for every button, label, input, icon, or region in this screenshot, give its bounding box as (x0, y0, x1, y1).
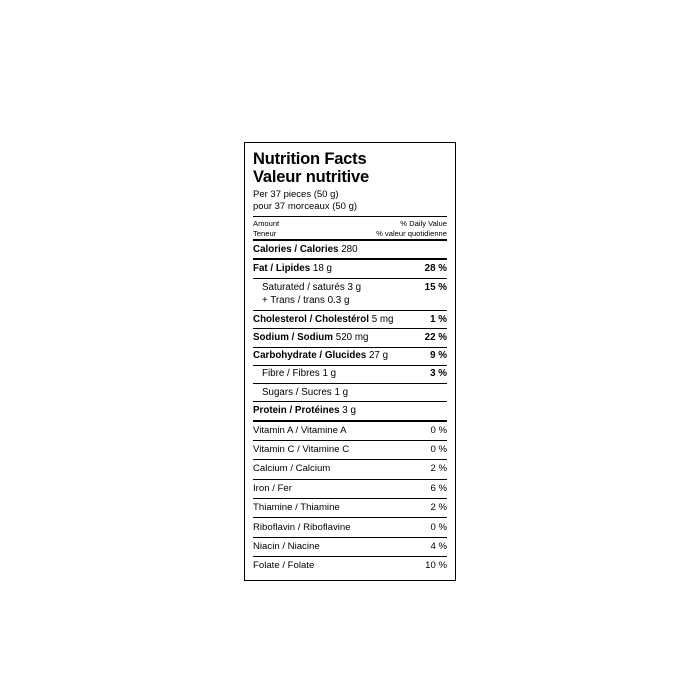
table-row (253, 348, 447, 365)
nutrient-name: Carbohydrate / Glucides (253, 350, 367, 362)
calories-value: 280 (341, 243, 358, 255)
daily-value-label-french: % valeur quotidienne (376, 228, 447, 238)
table-row (253, 538, 447, 556)
vitamin-name: Vitamin C / Vitamine C (253, 444, 350, 456)
vitamin-name: Thiamine / Thiamine (253, 502, 340, 514)
table-row (253, 260, 447, 277)
table-row (253, 499, 447, 517)
vitamin-percent: 2 % (430, 502, 447, 514)
table-row (253, 518, 447, 536)
vitamin-percent: 2 % (430, 463, 447, 475)
daily-value-label-english: % Daily Value (400, 219, 447, 229)
amount-label-french: Teneur (253, 228, 277, 238)
nutrient-name: Saturated / saturés 3 g (262, 282, 362, 294)
nutrition-facts-panel (244, 142, 456, 581)
vitamin-name: Iron / Fer (253, 482, 292, 494)
vitamin-name: Calcium / Calcium (253, 463, 331, 475)
vitamin-percent: 6 % (430, 482, 447, 494)
table-row (253, 329, 447, 346)
nutrient-percent: 9 % (430, 350, 447, 362)
nutrient-name: Cholesterol / Cholestérol (253, 313, 369, 325)
table-row (253, 311, 447, 328)
table-row (253, 557, 447, 575)
table-row (253, 366, 447, 383)
nutrient-name: Protein / Protéines (253, 404, 340, 416)
nutrient-value: 5 mg (371, 313, 394, 325)
label-title-english: Nutrition Facts (253, 150, 367, 168)
vitamin-percent: 4 % (430, 540, 447, 552)
calories-row (253, 241, 447, 258)
vitamin-name: Folate / Folate (253, 560, 315, 572)
calories-label: Calories / Calories (253, 243, 339, 255)
daily-value-header (253, 217, 447, 239)
nutrient-name: Sugars / Sucres (262, 386, 332, 398)
table-row (253, 422, 447, 440)
vitamin-percent: 0 % (430, 521, 447, 533)
table-row (253, 279, 447, 310)
nutrient-name-secondary: + Trans / trans 0.3 g (262, 295, 350, 307)
nutrient-value: 3 g (342, 404, 356, 416)
vitamins-section (253, 422, 447, 576)
nutrient-percent: 28 % (424, 262, 447, 274)
label-title-french: Valeur nutritive (253, 168, 370, 187)
nutrient-value: 1 g (322, 368, 337, 380)
vitamin-name: Niacin / Niacine (253, 540, 320, 552)
nutrient-percent: 15 % (424, 282, 447, 294)
nutrient-percent: 1 % (430, 313, 447, 325)
serving-size-english: Per 37 pieces (50 g) (253, 188, 339, 200)
nutrient-name: Fat / Lipides (253, 262, 311, 274)
table-row (253, 402, 447, 419)
nutrient-value: 1 g (334, 386, 349, 398)
nutrient-value: 27 g (368, 350, 389, 362)
nutrient-percent: 22 % (424, 331, 447, 343)
table-row (253, 460, 447, 478)
table-row (253, 480, 447, 498)
amount-label-english: Amount (253, 219, 280, 229)
nutrient-name: Sodium / Sodium (253, 331, 334, 343)
vitamin-percent: 10 % (425, 560, 447, 572)
vitamin-name: Vitamin A / Vitamine A (253, 424, 347, 436)
vitamin-percent: 0 % (430, 444, 447, 456)
nutrient-percent: 3 % (430, 368, 447, 380)
vitamin-name: Riboflavin / Riboflavine (253, 521, 351, 533)
table-row (253, 384, 447, 401)
serving-size-french: pour 37 morceaux (50 g) (253, 201, 358, 213)
vitamin-percent: 0 % (430, 424, 447, 436)
nutrient-value: 520 mg (335, 331, 369, 343)
table-row (253, 441, 447, 459)
nutrient-value: 18 g (312, 262, 332, 274)
nutrient-name: Fibre / Fibres (262, 368, 320, 380)
